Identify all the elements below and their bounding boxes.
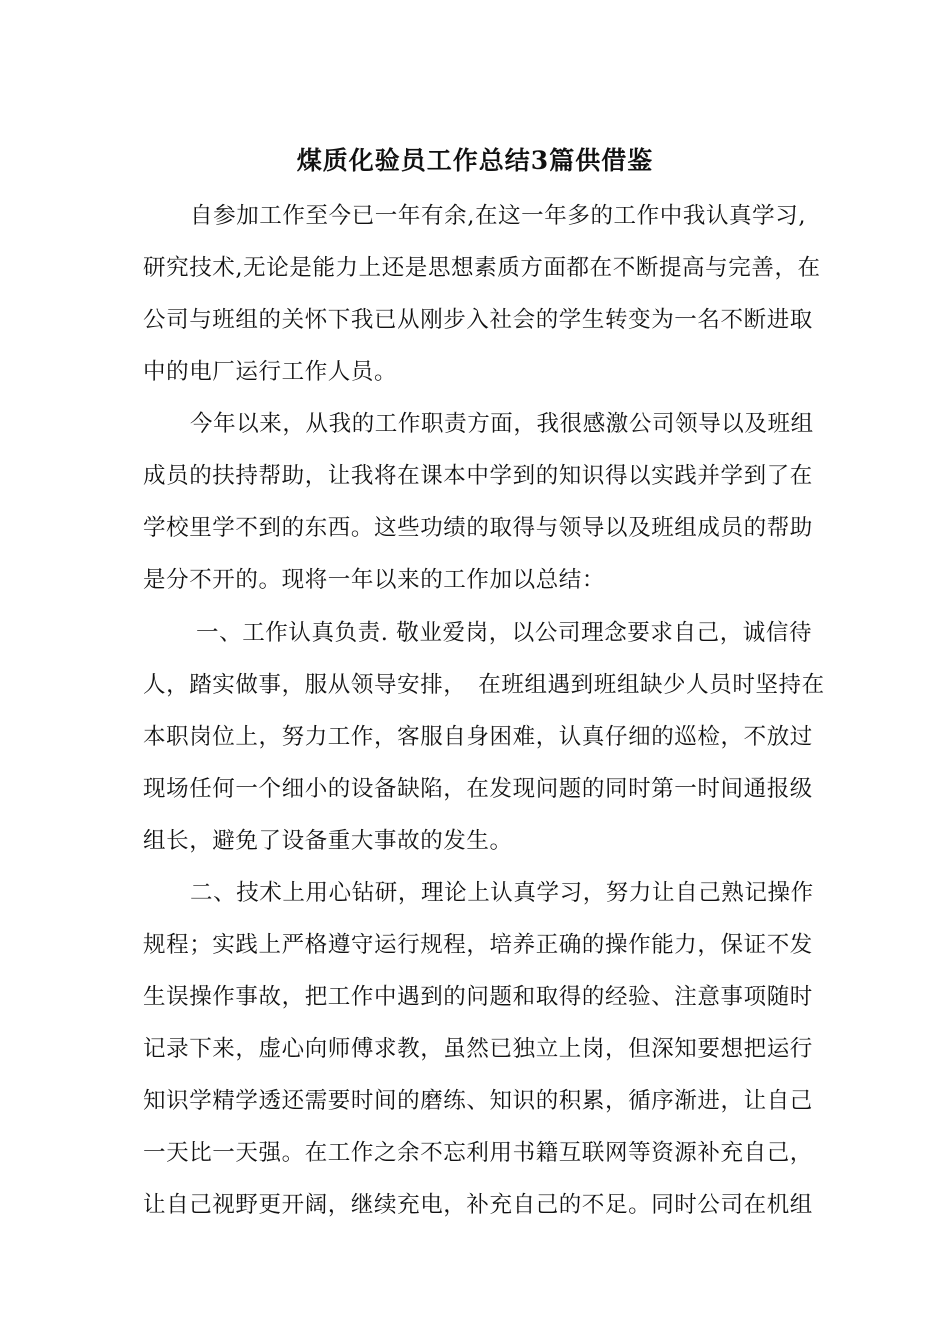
paragraph-line: 让自己视野更开阔，继续充电，补充自己的不足。同时公司在机组 [143,1192,813,1218]
paragraph-line: 学校里学不到的东西。这些功绩的取得与领导以及班组成员的帮助 [143,515,813,541]
paragraph-line: 规程；实践上严格遵守运行规程，培养正确的操作能力，保证不发 [143,932,813,958]
paragraph-line: 现场任何一个细小的设备缺陷，在发现问题的同时第一时间通报级 [143,776,813,802]
paragraph-line: 本职岗位上，努力工作，客服自身困难，认真仔细的巡检，不放过 [143,724,813,750]
document-title: 煤质化验员工作总结3篇供借鉴 [296,146,654,175]
paragraph-line: 今年以来，从我的工作职责方面，我很感激公司领导以及班组 [190,411,814,437]
paragraph-line: 知识学精学透还需要时间的磨练、知识的积累，循序渐进，让自己 [143,1088,813,1114]
paragraph-line: 人，踏实做事，服从领导安排， 在班组遇到班组缺少人员时坚持在 [143,672,825,698]
paragraph-line: 记录下来，虚心向师傅求教，虽然已独立上岗，但深知要想把运行 [143,1036,813,1062]
paragraph-line: 研究技术,无论是能力上还是思想素质方面都在不断提高与完善，在 [143,255,821,281]
paragraph-line: 自参加工作至今已一年有余,在这一年多的工作中我认真学习, [190,203,807,229]
paragraph-line: 一天比一天强。在工作之余不忘利用书籍互联网等资源补充自己， [143,1140,813,1166]
paragraph-line: 公司与班组的关怀下我已从刚步入社会的学生转变为一名不断进取 [143,307,813,333]
paragraph-line: 中的电厂运行工作人员。 [143,359,398,385]
paragraph-line: 生误操作事故，把工作中遇到的问题和取得的经验、注意事项随时 [143,984,813,1010]
paragraph-line: 成员的扶持帮助，让我将在课本中学到的知识得以实践并学到了在 [143,463,813,489]
paragraph-line: 二、技术上用心钻研，理论上认真学习，努力让自己熟记操作 [190,880,814,906]
paragraph-line: 组长，避免了设备重大事故的发生。 [143,828,513,854]
paragraph-line: 是分不开的。现将一年以来的工作加以总结： [143,567,606,593]
paragraph-line: 一、工作认真负责. 敬业爱岗，以公司理念要求自己，诚信待 [196,620,813,646]
